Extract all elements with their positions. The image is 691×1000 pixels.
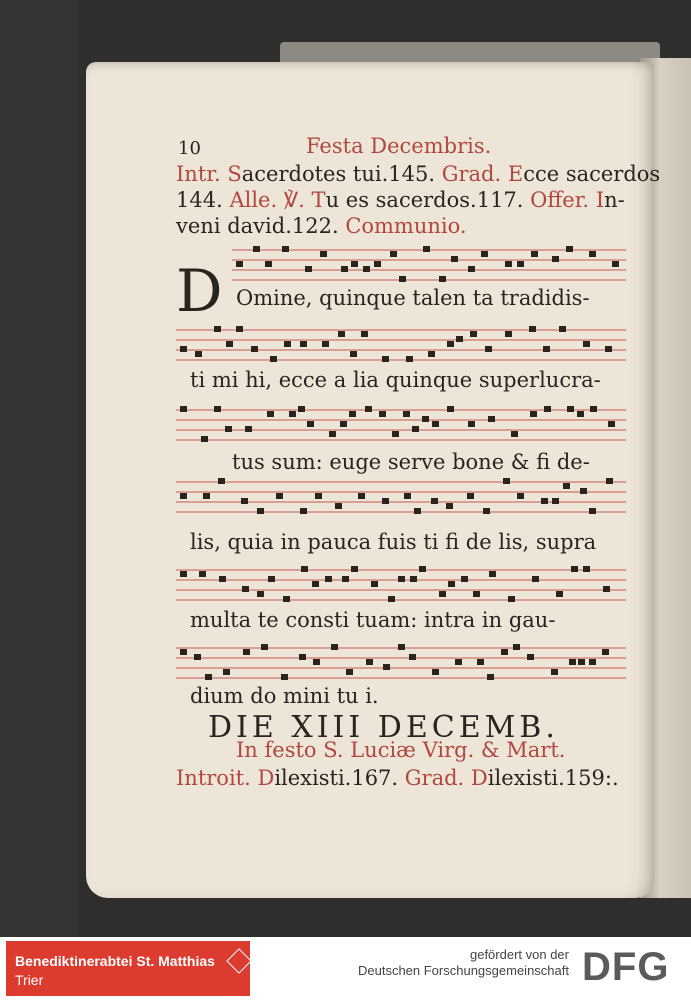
chant-lyric-6: dium do mini tu i. [190,684,379,708]
neume-note [366,659,373,665]
neume-note [322,341,329,347]
neume-note [236,261,243,267]
rubric-red-text: D [257,766,275,790]
neume-note [283,596,290,602]
rubric-red-text: D [470,766,488,790]
neume-note [527,654,534,660]
neume-note [403,411,410,417]
neume-note [532,576,539,582]
neume-note [461,576,468,582]
neume-note [505,331,512,337]
neume-note [351,261,358,267]
neume-note [338,331,345,337]
rubric-text [501,162,508,186]
neume-note [580,488,587,494]
neume-note [399,276,406,282]
neume-note [505,261,512,267]
institution-badge[interactable] [6,941,250,996]
neume-note [483,508,490,514]
neume-note [410,576,417,582]
neume-note [409,654,416,660]
neume-note [268,576,275,582]
chant-lyric-3: tus sum: euge serve bone & fi de- [232,450,590,474]
neume-note [382,356,389,362]
neume-note [589,659,596,665]
neume-note [203,493,210,499]
neume-note [428,351,435,357]
rubric-text: u es sacerdos.117. [325,188,531,212]
neume-note [503,478,510,484]
neume-note [501,649,508,655]
neume-note [195,351,202,357]
rubric-red-text: Introit. [176,766,251,790]
neume-note [223,669,230,675]
neume-note [398,576,405,582]
neume-note [432,421,439,427]
institution-name: Benediktinerabtei St. Matthias [15,953,215,969]
rubric-red-text: S [227,162,242,186]
neume-note [251,346,258,352]
neume-note [577,411,584,417]
rubric-line-2 [176,188,625,212]
neume-note [329,431,336,437]
neume-note [446,503,453,509]
neume-note [365,406,372,412]
neume-note [313,659,320,665]
neume-note [602,649,609,655]
rubric-text: ilexisti.167. [274,766,405,790]
funding-line-2: Deutschen Forschungsgemeinschaft [357,963,569,978]
neume-note [552,256,559,262]
rubric-red-text: Intr. [176,162,221,186]
neume-note [485,346,492,352]
neume-note [556,591,563,597]
book-cover-edge [0,0,78,937]
neume-note [423,246,430,252]
chant-lyric-1: Omine, quinque talen ta tradidis- [236,286,590,310]
neume-note [265,261,272,267]
neume-note [201,436,208,442]
neume-note [180,346,187,352]
neume-note [603,586,610,592]
rubric-red-text: Grad. [404,766,465,790]
neume-note [180,493,187,499]
neume-note [589,251,596,257]
neume-note [315,493,322,499]
neume-note [566,246,573,252]
neume-note [489,571,496,577]
chant-initial: D [176,257,223,325]
neume-note [583,566,590,572]
neume-note [541,498,548,504]
neume-note [257,508,264,514]
neume-note [241,498,248,504]
neume-note [226,341,233,347]
neume-note [180,649,187,655]
neume-note [361,331,368,337]
folio-number: 10 [178,138,201,159]
neume-note [242,586,249,592]
neume-note [374,261,381,267]
neume-note [281,674,288,680]
neume-note [205,674,212,680]
neume-note [180,406,187,412]
neume-note [300,508,307,514]
chant-lyric-2: ti mi hi, ecce a lia quinque superlucra- [190,368,601,392]
neume-note [488,416,495,422]
neume-note [253,246,260,252]
chant-staff-1 [232,244,626,286]
neume-note [467,493,474,499]
neume-note [282,246,289,252]
neume-note [245,426,252,432]
neume-note [236,326,243,332]
institution-city: Trier [15,972,44,988]
chant-staff-5 [176,564,626,606]
chant-lyric-4: lis, quia in pauca fuis ti fi de lis, supra [190,530,597,554]
abbey-seal-icon [226,948,251,973]
feast-heading: DIE XIII DECEMB. [208,710,559,745]
neume-note [567,406,574,412]
neume-note [517,493,524,499]
rubric-red-text: Communio. [345,214,467,238]
neume-note [392,431,399,437]
neume-note [325,576,332,582]
footer-bar [0,937,691,1000]
neume-note [455,659,462,665]
neume-note [346,669,353,675]
neume-note [487,674,494,680]
neume-note [544,406,551,412]
neume-note [243,649,250,655]
neume-note [214,406,221,412]
neume-note [398,644,405,650]
neume-note [612,261,619,267]
feast-propers-line [176,766,619,790]
neume-note [559,326,566,332]
neume-note [320,251,327,257]
neume-note [289,411,296,417]
neume-note [390,251,397,257]
neume-note [349,411,356,417]
rubric-text [464,766,471,790]
neume-note [257,591,264,597]
neume-note [508,596,515,602]
neume-note [412,426,419,432]
neume-note [388,596,395,602]
rubric-red-text: E [507,162,524,186]
neume-note [543,346,550,352]
neume-note [312,581,319,587]
chant-lyric-5: multa te consti tuam: intra in gau- [190,608,556,632]
rubric-line-3 [176,214,467,238]
neume-note [261,644,268,650]
neume-note [180,571,187,577]
rubric-red-text: I [595,188,605,212]
rubric-text [305,188,312,212]
rubric-text: veni david.122. [176,214,346,238]
neume-note [451,256,458,262]
rubric-text: n- [604,188,625,212]
dfg-logo[interactable]: DFG [582,945,670,989]
feast-subtitle: In festo S. Luciæ Virg. & Mart. [236,738,566,762]
neume-note [363,266,370,272]
neume-note [569,659,576,665]
rubric-text [589,188,596,212]
neume-note [517,261,524,267]
neume-note [331,644,338,650]
neume-note [530,411,537,417]
neume-note [552,498,559,504]
neume-note [276,493,283,499]
neume-note [225,426,232,432]
neume-note [218,478,225,484]
neume-note [551,669,558,675]
neume-note [284,341,291,347]
funding-line-1: gefördert von der [469,947,569,962]
neume-note [473,591,480,597]
neume-note [419,566,426,572]
neume-note [335,503,342,509]
neume-note [468,266,475,272]
neume-note [342,576,349,582]
neume-note [379,411,386,417]
rubric-text: 144. [176,188,230,212]
neume-note [270,356,277,362]
page-title: Festa Decembris. [306,134,492,158]
neume-note [214,326,221,332]
neume-note [414,508,421,514]
neume-note [431,498,438,504]
neume-note [404,493,411,499]
rubric-red-text: Offer. [530,188,590,212]
neume-note [468,421,475,427]
neume-note [305,266,312,272]
neume-note [371,581,378,587]
rubric-red-text: Grad. [441,162,502,186]
neume-note [448,581,455,587]
neume-note [563,483,570,489]
rubric-red-text: T [311,188,326,212]
neume-note [513,644,520,650]
neume-note [571,566,578,572]
neume-note [583,341,590,347]
chant-staff-6 [176,642,626,684]
rubric-text: acerdotes tui.145. [241,162,442,186]
neume-note [300,341,307,347]
rubric-red-text: Alle. ℣. [229,188,305,212]
neume-note [447,341,454,347]
neume-note [358,493,365,499]
neume-note [340,421,347,427]
neume-note [529,326,536,332]
neume-note [439,276,446,282]
rubric-line-1 [176,162,660,186]
neume-note [422,416,429,422]
chant-staff-4 [176,476,626,518]
neume-note [589,508,596,514]
neume-note [383,664,390,670]
neume-note [194,654,201,660]
neume-note [447,406,454,412]
neume-note [511,431,518,437]
neume-note [578,659,585,665]
rubric-text: cce sacerdos [523,162,661,186]
neume-note [299,654,306,660]
neume-note [341,266,348,272]
neume-note [406,356,413,362]
neume-note [470,331,477,337]
neume-note [605,346,612,352]
neume-note [301,566,308,572]
neume-note [590,406,597,412]
neume-note [432,669,439,675]
neume-note [307,421,314,427]
neume-note [199,571,206,577]
neume-note [477,659,484,665]
neume-note [298,406,305,412]
neume-note [606,478,613,484]
neume-note [219,576,226,582]
neume-note [350,351,357,357]
neume-note [481,251,488,257]
chant-staff-2 [176,324,626,366]
neume-note [382,498,389,504]
neume-note [439,591,446,597]
rubric-text: ilexisti.159:. [487,766,619,790]
neume-note [531,251,538,257]
chant-staff-3 [176,404,626,446]
neume-note [608,421,615,427]
neume-note [267,411,274,417]
neume-note [456,336,463,342]
neume-note [351,566,358,572]
